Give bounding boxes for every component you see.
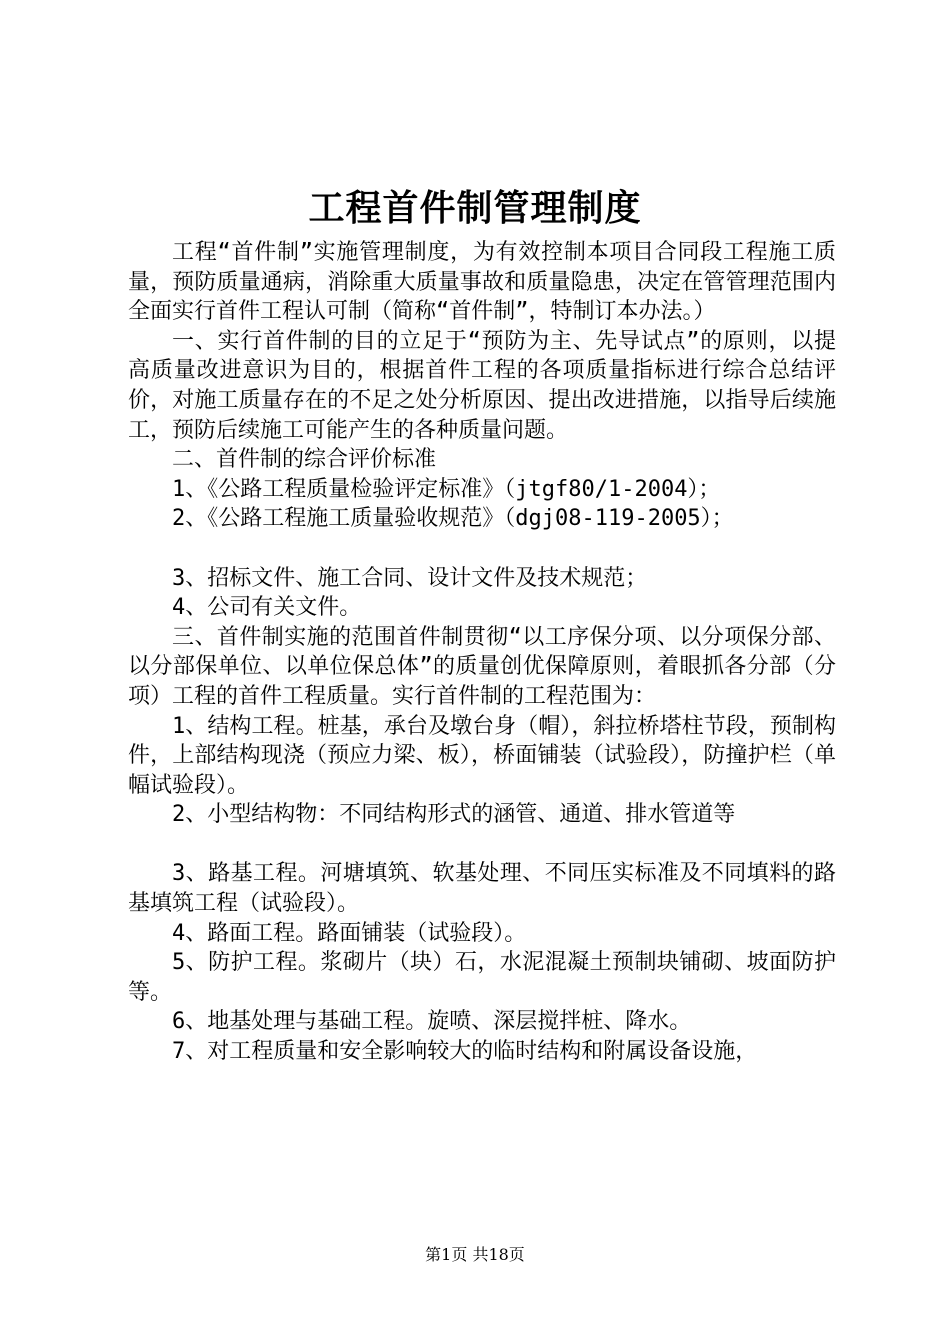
paragraph-scope-7: 7、对工程质量和安全影响较大的临时结构和附属设备设施， xyxy=(172,1039,758,1065)
paragraph-section-1: 一、实行首件制的目的立足于“预防为主、先导试点”的原则，以提高质量改进意识为目的，根据首件工程的各项质量指标进行综合总结评价，对施工质量存在的不足之处分析原因、提出改进措施，以指导后续施工，预防后续施工可能产生的各种质量问题。 xyxy=(128,328,836,443)
paragraph-section-3: 三、首件制实施的范围首件制贯彻“以工序保分项、以分项保分部、以分部保单位、以单位保总体”的质量创优保障原则，着眼抓各分部（分项）工程的首件工程质量。实行首件制的工程范围为： xyxy=(128,624,836,709)
paragraph-standard-2: 2、《公路工程施工质量验收规范》（dgj08-119-2005）； xyxy=(172,506,734,532)
page-number-footer: 第1页 共18页 xyxy=(425,1245,525,1264)
paragraph-standard-3: 3、招标文件、施工合同、设计文件及技术规范； xyxy=(172,565,648,591)
paragraph-scope-3: 3、路基工程。河塘填筑、软基处理、不同压实标准及不同填料的路基填筑工程（试验段）。 xyxy=(128,861,836,917)
document-body xyxy=(128,238,836,1067)
blank-line xyxy=(128,830,836,860)
paragraph-scope-5: 5、防护工程。浆砌片（块）石，水泥混凝土预制块铺砌、坡面防护等。 xyxy=(128,950,836,1005)
paragraph-scope-4: 4、路面工程。路面铺装（试验段）。 xyxy=(172,920,527,946)
paragraph-standard-1: 1、《公路工程质量检验评定标准》（jtgf80/1-2004）； xyxy=(172,476,721,502)
paragraph-scope-1: 1、结构工程。桩基，承台及墩台身（帽），斜拉桥塔柱节段，预制构件，上部结构现浇（预应力梁、板），桥面铺装（试验段），防撞护栏（单幅试验段）。 xyxy=(128,713,836,798)
paragraph-section-2-heading: 二、首件制的综合评价标准 xyxy=(172,447,437,473)
blank-line xyxy=(128,534,836,564)
paragraph-intro: 工程“首件制”实施管理制度，为有效控制本项目合同段工程施工质量，预防质量通病，消除重大质量事故和质量隐患，决定在管管理范围内全面实行首件工程认可制（简称“首件制”，特制订本办法。） xyxy=(128,240,836,325)
paragraph-scope-2: 2、小型结构物：不同结构形式的涵管、通道、排水管道等 xyxy=(172,802,736,828)
paragraph-scope-6: 6、地基处理与基础工程。旋喷、深层搅拌桩、降水。 xyxy=(172,1009,692,1035)
paragraph-standard-4: 4、公司有关文件。 xyxy=(172,595,362,621)
document-title: 工程首件制管理制度 xyxy=(308,187,642,229)
